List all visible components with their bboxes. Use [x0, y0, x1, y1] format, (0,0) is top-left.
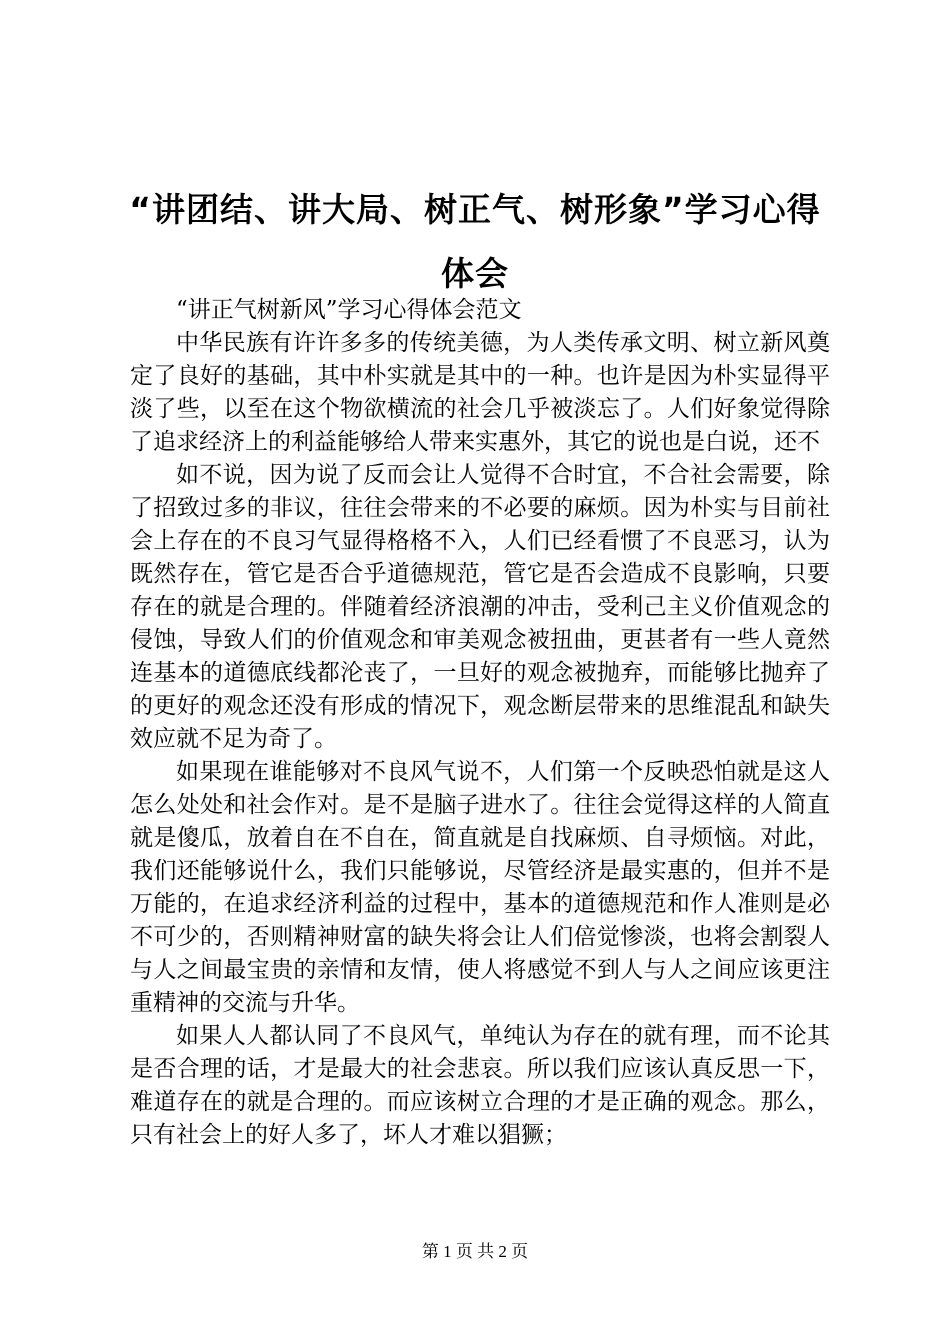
paragraph: 如果现在谁能够对不良风气说不，人们第一个反映恐怕就是这人怎么处处和社会作对。是不是脑子进水了。往往会觉得这样的人简直就是傻瓜，放着自在不自在，简直就是自找麻烦、自寻烦恼。对此，我们还能够说什么，我们只能够说，尽管经济是最实惠的，但并不是万能的，在追求经济利益的过程中，基本的道德规范和作人准则是必不可少的，否则精神财富的缺失将会让人们倍觉惨淡，也将会割裂人与人之间最宝贵的亲情和友情，使人将感觉不到人与人之间应该更注重精神的交流与升华。	[130, 759, 830, 1016]
paragraph: 如果人人都认同了不良风气，单纯认为存在的就有理，而不论其是否合理的话，才是最大的社会悲哀。所以我们应该认真反思一下，难道存在的就是合理的。而应该树立合理的才是正确的观念。那么，只有社会上的好人多了，坏人才难以猖獗；	[130, 1023, 830, 1148]
page-number-footer: 第 1 页 共 2 页	[421, 1242, 529, 1261]
document-subtitle: “讲正气树新风”学习心得体会范文	[176, 297, 522, 323]
paragraph: 如不说，因为说了反而会让人觉得不合时宜，不合社会需要，除了招致过多的非议，往往会带来的不必要的麻烦。因为朴实与目前社会上存在的不良习气显得格格不入，人们已经看惯了不良恶习，认为既然存在，管它是否合乎道德规范，管它是否会造成不良影响，只要存在的就是合理的。伴随着经济浪潮的冲击，受利己主义价值观念的侵蚀，导致人们的价值观念和审美观念被扭曲，更甚者有一些人竟然连基本的道德底线都沦丧了，一旦好的观念被抛弃，而能够比抛弃了的更好的观念还没有形成的情况下，观念断层带来的思维混乱和缺失效应就不足为奇了。	[130, 462, 830, 752]
paragraph: 中华民族有许许多多的传统美德，为人类传承文明、树立新风奠定了良好的基础，其中朴实就是其中的一种。也许是因为朴实显得平淡了些，以至在这个物欲横流的社会几乎被淡忘了。人们好象觉得除了追求经济上的利益能够给人带来实惠外，其它的说也是白说，还不	[130, 330, 830, 455]
document-body	[130, 294, 830, 1152]
page-title: “讲团结、讲大局、树正气、树形象”学习心得体会	[129, 190, 821, 293]
